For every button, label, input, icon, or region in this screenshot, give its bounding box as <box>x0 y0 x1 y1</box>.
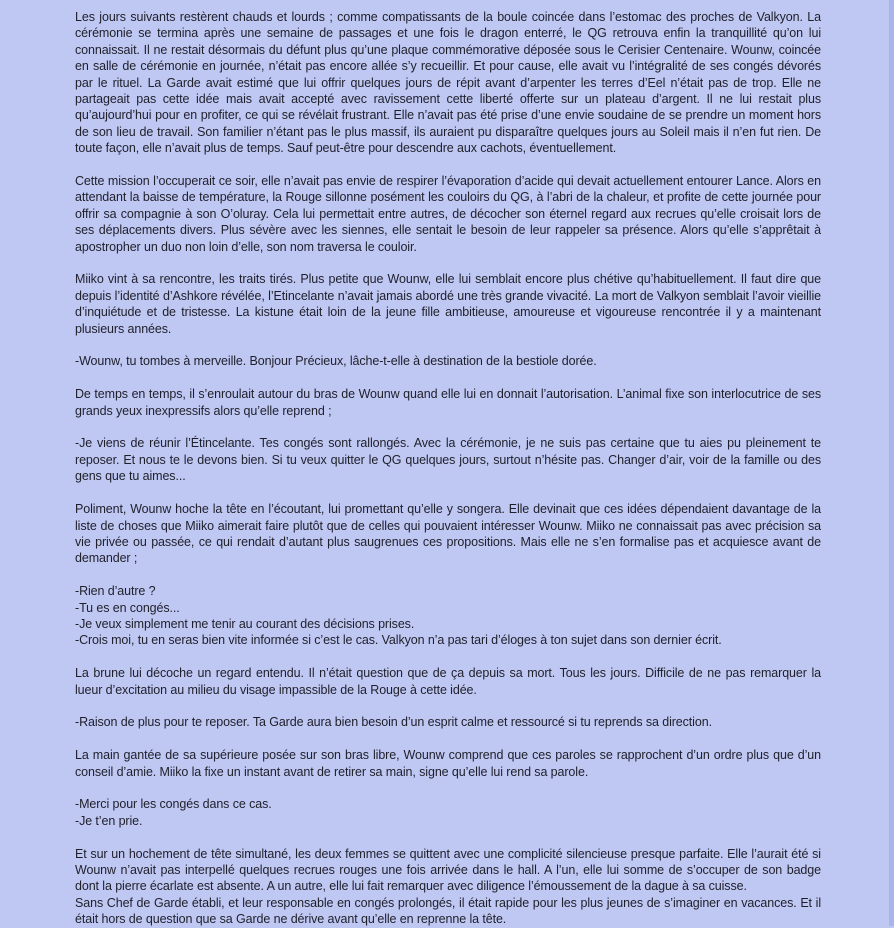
dialogue-paragraph <box>75 353 821 369</box>
paragraph <box>75 665 821 698</box>
dialogue-line: -Rien d’autre ? <box>75 584 156 599</box>
dialogue-paragraph <box>75 714 821 730</box>
dialogue-line: -Raison de plus pour te reposer. Ta Garde aura bien besoin d’un esprit calme et ressourcé si tu reprends sa direction. <box>75 715 712 730</box>
paragraph-text: La brune lui décoche un regard entendu. Il n’était question que de ça depuis sa mort. Tous les jours. Difficile de ne pas remarquer la lueur d’excitation au milieu du visage impassible de la Rouge à cette idée. <box>75 666 821 697</box>
dialogue-line: -Je t’en prie. <box>75 813 143 828</box>
paragraph-text: De temps en temps, il s’enroulait autour du bras de Wounw quand elle lui en donnait l’autorisation. L’animal fixe son interlocutrice de ses grands yeux inexpressifs alors qu’elle reprend ; <box>75 387 821 418</box>
paragraph <box>75 501 821 567</box>
dialogue-paragraph <box>75 435 821 484</box>
scrollbar-track[interactable] <box>889 0 894 926</box>
paragraph-text: La main gantée de sa supérieure posée sur son bras libre, Wounw comprend que ces paroles se rapprochent d’un ordre plus que d’un conseil d’amie. Miiko la fixe un instant avant de retirer sa main, signe qu’elle lui rend sa parole. <box>75 748 821 779</box>
paragraph-text: Miiko vint à sa rencontre, les traits tirés. Plus petite que Wounw, elle lui semblait encore plus chétive qu’habituellement. Il faut dire que depuis l’identité d’Ashkore révélée, l’Etincelante n’avait jamais abordé une très grande vivacité. La mort de Valkyon semblait l’avoir vieillie d’inquiétude et de tristesse. La kistune était loin de la jeune fille ambitieuse, amoureuse et vigoureuse rencontrée il y a maintenant plusieurs années. <box>75 272 821 336</box>
paragraph-text: Les jours suivants restèrent chauds et lourds ; comme compatissants de la boule coincée dans l’estomac des proches de Valkyon. La cérémonie se termina après une semaine de passages et une fois le dragon enterré, le QG retrouva enfin la tranquillité qu’on lui connaissait. Il ne restait désormais du défunt plus qu’une plaque commémorative déposée sous le Cerisier Centenaire. Wounw, coincée en salle de cérémonie en journée, n’était pas encore allée s’y recueillir. Et pour cause, elle avait vu l’intégralité de ses congés dévorés par le rituel. La Garde avait estimé que lui offrir quelques jours de répit avant d’arpenter les terres d’Eel n’était pas de trop. Elle ne partageait pas cette idée mais avait accepté avec ravissement cette liberté offerte sur un plateau d’argent. Il ne lui restait plus qu’aujourd’hui pour en profiter, ce qui se révélait frustrant. Elle n’avait pas été prise d’une envie soudaine de se prendre un moment hors de son lieu de travail. Son familier n’étant pas le plus massif, ils auraient pu disparaître quelques jours au Soleil mais il n’en fut rien. De toute façon, elle n’avait plus de temps. Sauf peut-être pour descendre aux cachots, éventuellement. <box>75 10 821 156</box>
dialogue-paragraph <box>75 583 821 649</box>
paragraph <box>75 9 821 157</box>
story-text-body <box>75 9 821 928</box>
dialogue-line: -Crois moi, tu en seras bien vite informée si c’est le cas. Valkyon n’a pas tari d’éloges à ton sujet dans son dernier écrit. <box>75 633 722 648</box>
paragraph-text: Cette mission l’occuperait ce soir, elle n’avait pas envie de respirer l’évaporation d’acide qui devait actuellement entourer Lance. Alors en attendant la baisse de température, la Rouge sillonne posément les couloirs du QG, à l’abri de la chaleur, et profite de cette journée pour offrir sa compagnie à son O’oluray. Cela lui permettait entre autres, de décocher son éternel regard aux recrues qu’elle croisait lors de ses déplacements divers. Plus sévère avec les siennes, elle sentait le besoin de leur rappeler sa présence. Alors qu’elle s’apprêtait à apostropher un duo non loin d’elle, son nom traversa le couloir. <box>75 174 821 254</box>
dialogue-line: -Wounw, tu tombes à merveille. Bonjour Précieux, lâche-t-elle à destination de la bestiole dorée. <box>75 354 597 369</box>
paragraph <box>75 271 821 337</box>
paragraph <box>75 846 821 928</box>
dialogue-line: -Merci pour les congés dans ce cas. <box>75 797 272 812</box>
paragraph-text: Poliment, Wounw hoche la tête en l’écoutant, lui promettant qu’elle y songera. Elle devinait que ces idées dépendaient davantage de la liste de choses que Miiko aimerait faire plutôt que de celles qui pouvaient intéresser Wounw. Miiko ne connaissait pas avec précision sa vie privée ou passée, ce qui rendait d’autant plus saugrenues ces propositions. Mais elle ne s’en formalise pas et acquiesce avant de demander ; <box>75 502 821 566</box>
dialogue-paragraph <box>75 796 821 829</box>
paragraph <box>75 747 821 780</box>
paragraph <box>75 386 821 419</box>
dialogue-line: -Je veux simplement me tenir au courant des décisions prises. <box>75 616 415 631</box>
dialogue-line: -Tu es en congés... <box>75 600 180 615</box>
paragraph-text: Sans Chef de Garde établi, et leur responsable en congés prolongés, il était rapide pour les plus jeunes de s’imaginer en vacances. Et il était hors de question que sa Garde ne dérive avant qu’elle en reprenne la tête. <box>75 895 821 927</box>
paragraph <box>75 173 821 255</box>
paragraph-text: Et sur un hochement de tête simultané, les deux femmes se quittent avec une complicité silencieuse presque parfaite. Elle l’aurait été si Wounw n’avait pas interpellé quelques recrues rouges une fois arrivée dans le hall. A l’un, elle lui somme de s’occuper de son badge dont la pierre écarlate est absente. A un autre, elle lui fait remarquer avec diligence l’émoussement de la dague à sa cuisse. <box>75 846 821 894</box>
dialogue-line: -Je viens de réunir l’Étincelante. Tes congés sont rallongés. Avec la cérémonie, je ne suis pas certaine que tu aies pu pleinement te reposer. Et nous te le devons bien. Si tu veux quitter le QG quelques jours, surtout n’hésite pas. Changer d’air, voir de la famille ou des gens que tu aimes... <box>75 436 821 484</box>
